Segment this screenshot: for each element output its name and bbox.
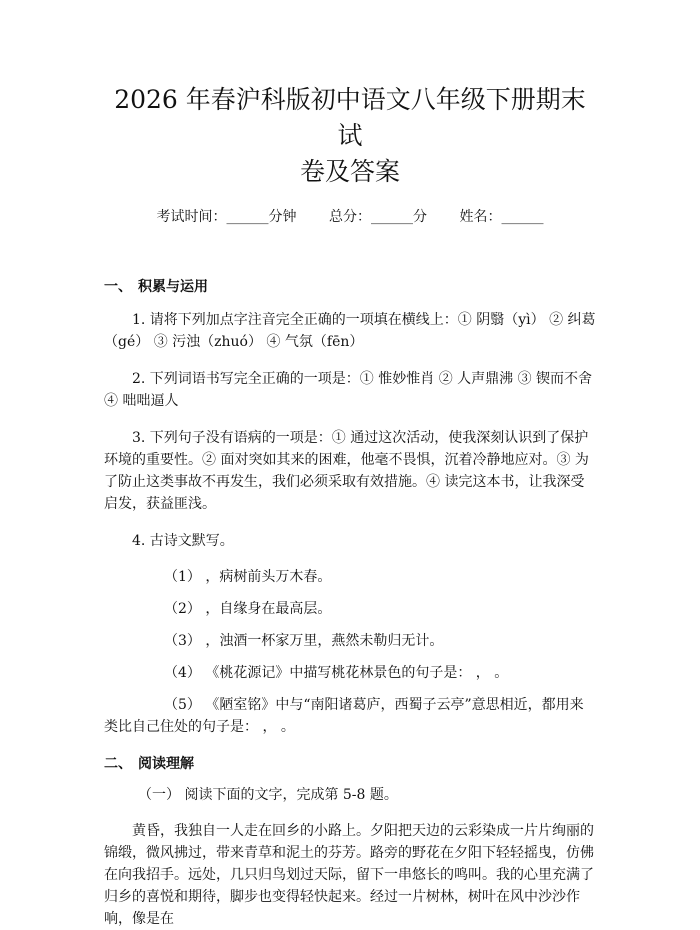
reading-subheading: （一） 阅读下面的文字，完成第 5-8 题。 (138, 787, 398, 803)
exam-title (104, 0, 596, 190)
title-line-2: 卷及答案 (299, 157, 400, 186)
total-score-field: 总分：______分 (329, 209, 427, 225)
title-line-1: 2026 年春沪科版初中语文八年级下册期末试 (114, 85, 586, 150)
question-3: 3. 下列句子没有语病的一项是：① 通过这次活动，使我深刻认识到了保护环境的重要性。② 面对突如其来的困难，他毫不畏惧，沉着冷静地应对。③ 为了防止这类事故不再发生，我们必须采取有效措施。④ 读完这本书，让我深受启发，获益匪浅。 (104, 430, 589, 512)
section-1-number: 一、 (104, 279, 132, 295)
question-4: 4. 古诗文默写。 (132, 533, 234, 549)
q4-item-5: （5） 《陋室铭》中与“南阳诸葛庐，西蜀子云亭”意思相近，都用来类比自己住处的句子是： ， 。 (104, 697, 584, 735)
q4-item-1: （1） ，病树前头万木春。 (164, 569, 332, 585)
q4-item-3: （3） ，浊酒一杯家万里，燕然未勒归无计。 (164, 633, 444, 649)
section-2-number: 二、 (104, 756, 132, 772)
section-2-title: 阅读理解 (138, 756, 194, 772)
section-1-title: 积累与运用 (138, 279, 208, 295)
reading-passage: 黄昏，我独自一人走在回乡的小路上。夕阳把天边的云彩染成一片片绚丽的锦缎，微风拂过，带来青草和泥土的芬芳。路旁的野花在夕阳下轻轻摇曳，仿佛在向我招手。远处，几只归鸟划过天际，留下一串悠长的鸣叫。我的心里充满了归乡的喜悦和期待，脚步也变得轻快起来。经过一片树林，树叶在风中沙沙作响，像是在 (104, 823, 594, 927)
q4-item-4: （4） 《桃花源记》中描写桃花林景色的句子是： ， 。 (164, 665, 509, 681)
exam-meta (104, 207, 596, 227)
section-2-heading (104, 754, 596, 774)
exam-time-field: 考试时间：______分钟 (156, 209, 297, 225)
q4-item-2: （2） ，自缘身在最高层。 (164, 601, 332, 617)
section-1-heading (104, 277, 596, 297)
question-1: 1. 请将下列加点字注音完全正确的一项填在横线上：① 阴翳（yì） ② 纠葛（gé） ③ 污浊（zhuó） ④ 气氛（fēn） (104, 312, 596, 350)
question-2: 2. 下列词语书写完全正确的一项是：① 惟妙惟肖 ② 人声鼎沸 ③ 锲而不舍 ④ 咄咄逼人 (104, 371, 593, 409)
student-name-field: 姓名：______ (459, 209, 544, 225)
